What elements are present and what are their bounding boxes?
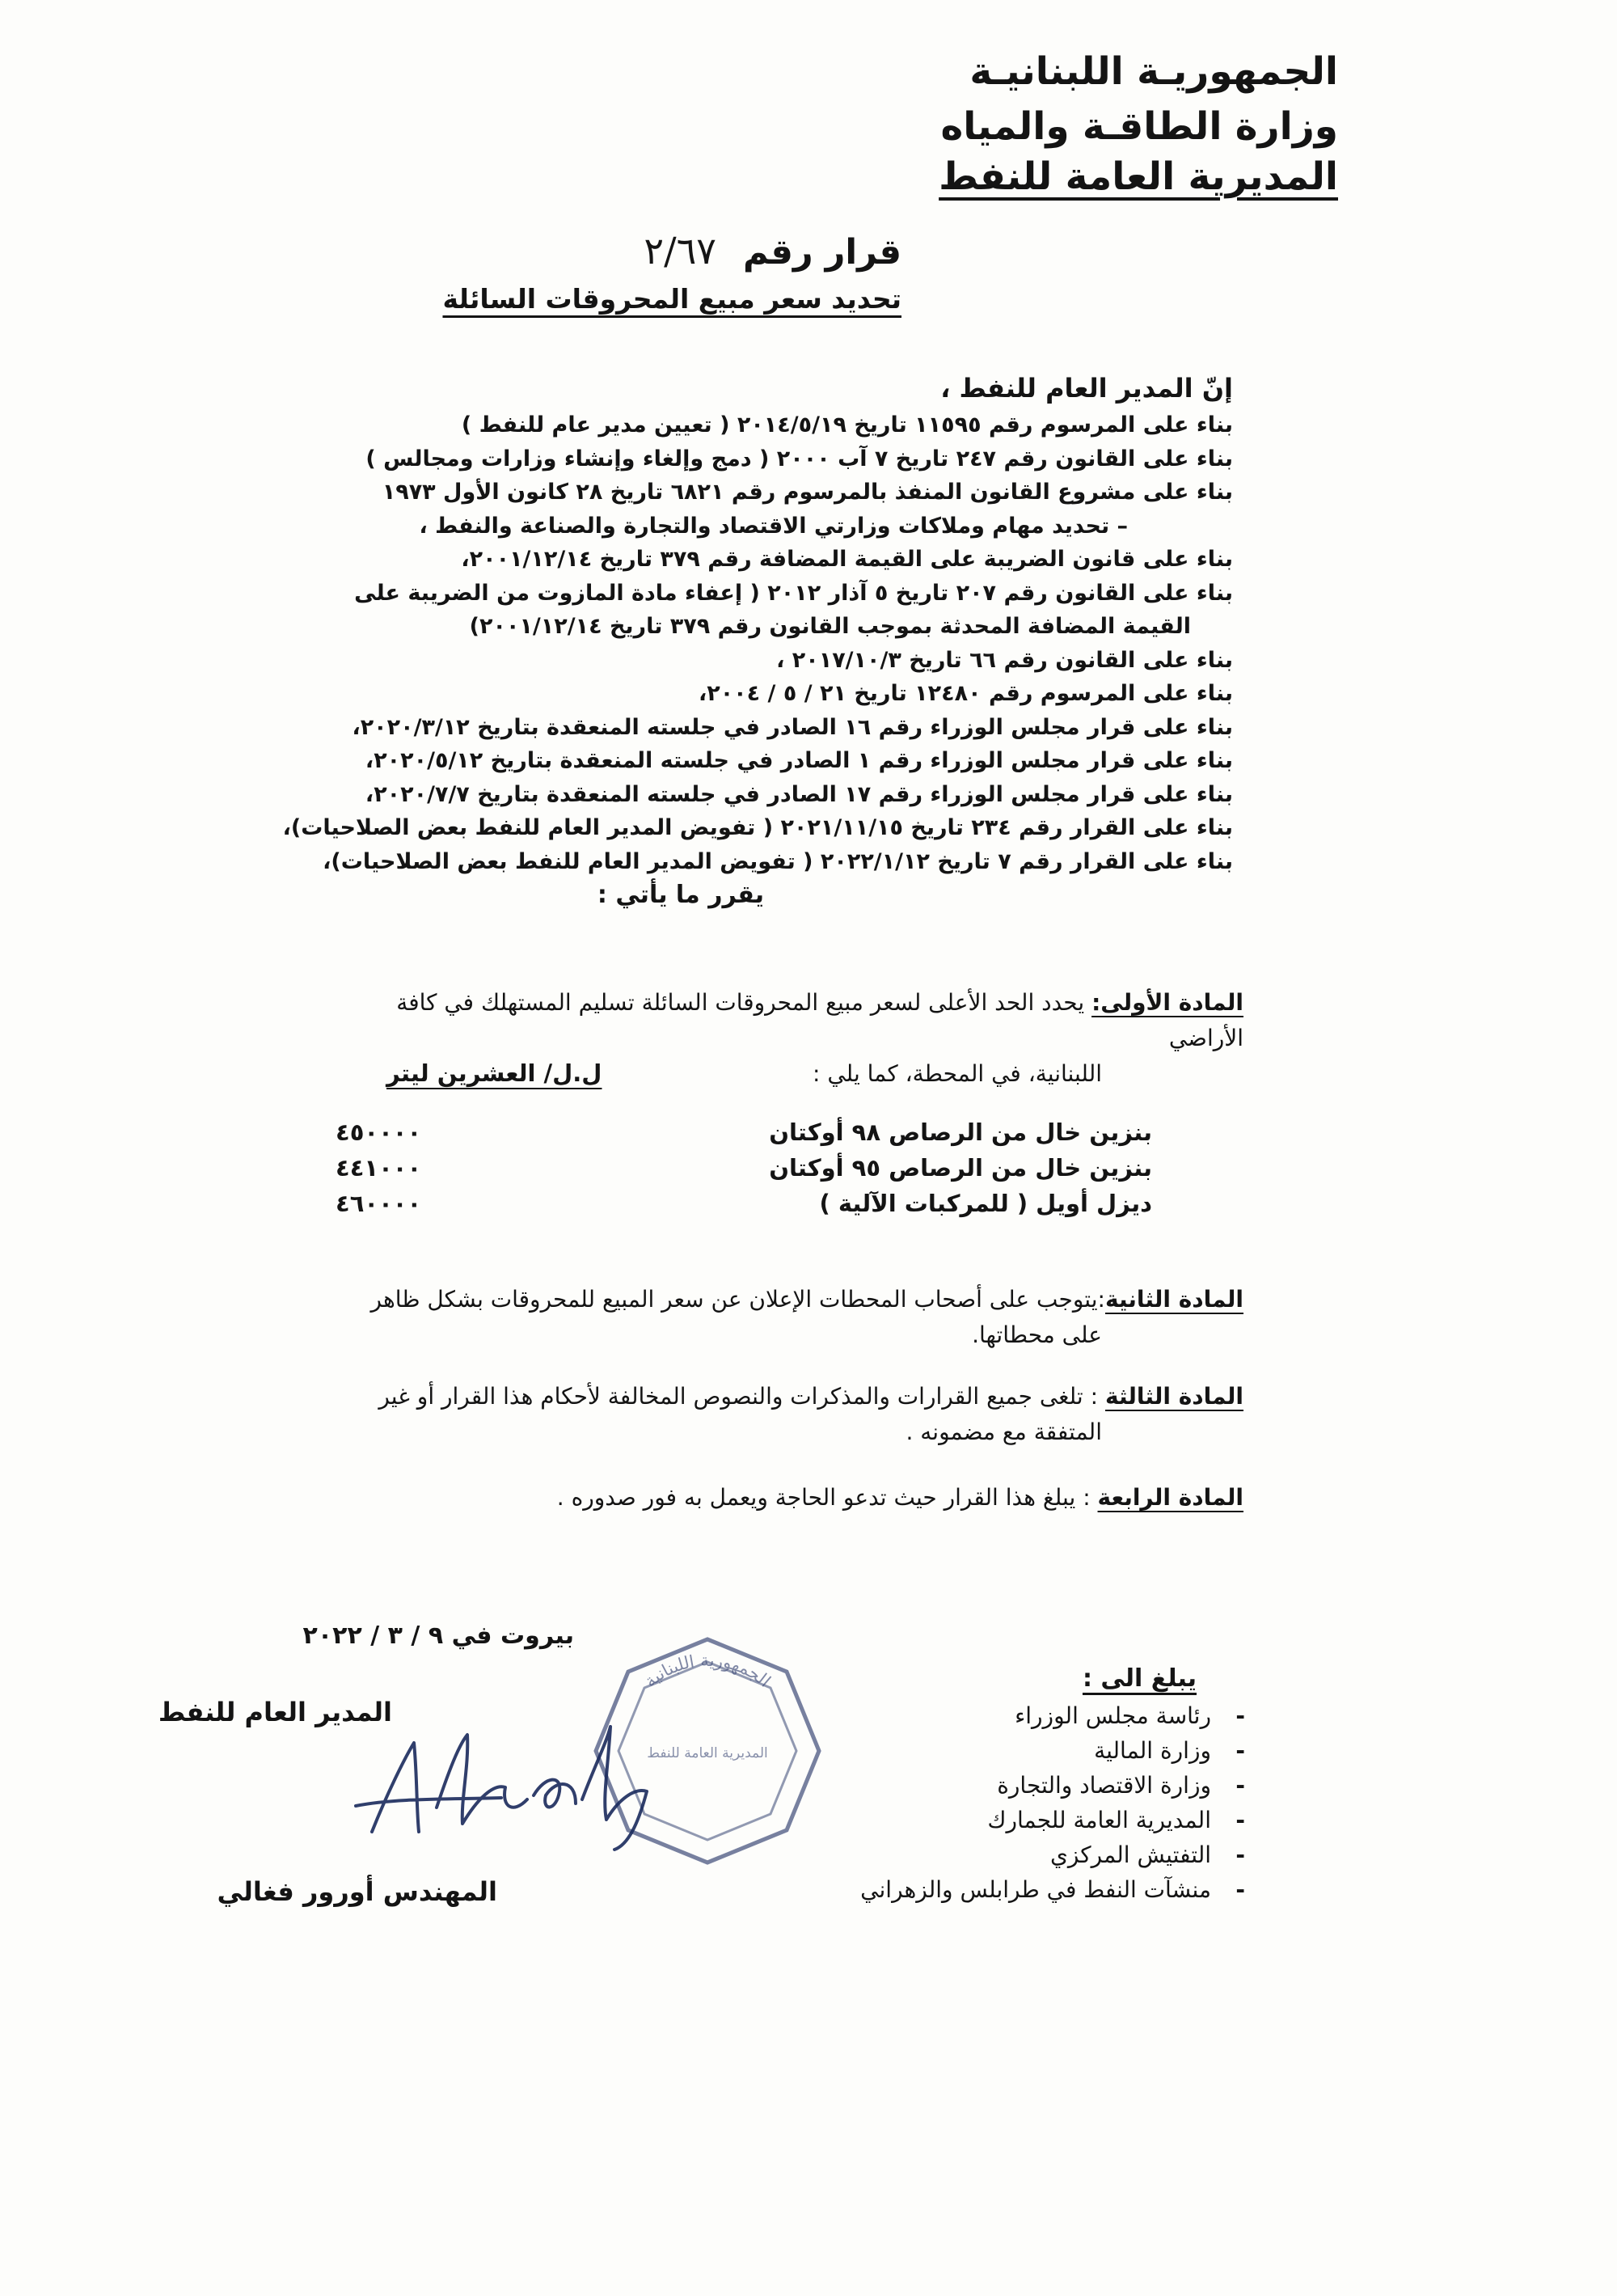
price-product: بنزين خال من الرصاص ٩٨ أوكتان <box>769 1118 1152 1146</box>
price-row <box>336 1186 1152 1221</box>
article-heading: المادة الثالثة <box>1104 1383 1243 1410</box>
place-date: بيروت في ٩ / ٣ / ٢٠٢٢ <box>302 1622 574 1650</box>
article-text: : تلغى جميع القرارات والمذكرات والنصوص المخالفة لأحكام هذا القرار أو غير <box>378 1383 1105 1410</box>
bullet-dash: - <box>1235 1807 1245 1833</box>
decision-title <box>644 229 901 274</box>
distribution-item <box>841 1733 1245 1768</box>
preamble-opening: إنّ المدير العام للنفط ، <box>940 373 1233 404</box>
article-heading: المادة الثانية <box>1104 1286 1243 1313</box>
distribution-recipient: التفتيش المركزي <box>1049 1841 1211 1868</box>
preamble-item: – تحديد مهام وملاكات وزارتي الاقتصاد والتجارة والصناعة والنفط ، <box>419 513 1128 539</box>
preamble-item: بناء على قانون الضريبة على القيمة المضافة رقم ٣٧٩ تاريخ ٢٠٠١/١٢/١٤، <box>461 547 1233 572</box>
distribution-item <box>841 1768 1245 1803</box>
letterhead-republic: الجمهوريـة اللبنانيـة <box>969 49 1338 94</box>
price-value: ٤٦٠٠٠٠ <box>336 1190 422 1217</box>
article-text: : يبلغ هذا القرار حيث تدعو الحاجة ويعمل به فور صدوره . <box>556 1484 1098 1511</box>
preamble-item: بناء على قرار مجلس الوزراء رقم ١ الصادر في جلسته المنعقدة بتاريخ ٢٠٢٠/٥/١٢، <box>365 748 1233 773</box>
preamble-item: القيمة المضافة المحدثة بموجب القانون رقم ٣٧٩ تاريخ ٢٠٠١/١٢/١٤) <box>469 614 1191 639</box>
price-value: ٤٤١٠٠٠ <box>336 1154 422 1182</box>
article-text: يحدد الحد الأعلى لسعر مبيع المحروقات السائلة تسليم المستهلك في كافة الأراضي <box>396 989 1243 1051</box>
distribution-recipient: وزارة الاقتصاد والتجارة <box>997 1772 1211 1799</box>
price-row <box>336 1150 1152 1186</box>
article-3 <box>338 1379 1243 1450</box>
decides-heading: يقرر ما يأتي : <box>597 881 764 909</box>
price-row <box>336 1114 1152 1150</box>
article-heading: المادة الرابعة <box>1097 1484 1243 1511</box>
distribution-recipient: رئاسة مجلس الوزراء <box>1015 1702 1211 1729</box>
article-continuation: المتفقة مع مضمونه . <box>906 1419 1102 1445</box>
preamble-item: بناء على القانون رقم ٢٤٧ تاريخ ٧ آب ٢٠٠٠ ( دمج وإلغاء وإنشاء وزارات ومجالس ) <box>365 446 1233 471</box>
signer-name: المهندس أورور فغالي <box>217 1876 497 1907</box>
bullet-dash: - <box>1235 1772 1245 1799</box>
preamble-item: بناء على القانون رقم ٢٠٧ تاريخ ٥ آذار ٢٠١٢ ( إعفاء مادة المازوت من الضريبة على <box>354 580 1233 606</box>
handwritten-signature <box>340 1710 679 1856</box>
decision-number: ٢/٦٧ <box>644 229 717 273</box>
distribution-list <box>841 1698 1245 1907</box>
price-unit-label: ل.ل/ العشرين ليتر <box>386 1059 602 1087</box>
distribution-heading: يبلغ الى : <box>1082 1664 1197 1693</box>
distribution-recipient: وزارة المالية <box>1094 1737 1211 1764</box>
article-4 <box>338 1480 1243 1516</box>
bullet-dash: - <box>1235 1841 1245 1868</box>
stamp-outer-text: الجمهورية اللبنانية <box>640 1650 775 1691</box>
price-product: ديزل أويل ( للمركبات الآلية ) <box>819 1190 1152 1217</box>
preamble-item: بناء على مشروع القانون المنفذ بالمرسوم رقم ٦٨٢١ تاريخ ٢٨ كانون الأول ١٩٧٣ <box>382 480 1233 505</box>
preamble-item: بناء على المرسوم رقم ١١٥٩٥ تاريخ ٢٠١٤/٥/١٩ ( تعيين مدير عام للنفط ) <box>461 412 1233 438</box>
bullet-dash: - <box>1235 1702 1245 1729</box>
price-product: بنزين خال من الرصاص ٩٥ أوكتان <box>769 1154 1152 1182</box>
article-continuation: اللبنانية، في المحطة، كما يلي : <box>813 1060 1102 1087</box>
preamble-item: بناء على قرار مجلس الوزراء رقم ١٦ الصادر في جلسته المنعقدة بتاريخ ٢٠٢٠/٣/١٢، <box>352 714 1233 740</box>
bullet-dash: - <box>1235 1876 1245 1903</box>
preamble-item: بناء على قرار مجلس الوزراء رقم ١٧ الصادر في جلسته المنعقدة بتاريخ ٢٠٢٠/٧/٧، <box>365 781 1233 807</box>
distribution-recipient: منشآت النفط في طرابلس والزهراني <box>860 1876 1211 1903</box>
preamble-item: بناء على المرسوم رقم ١٢٤٨٠ تاريخ ٢١ / ٥ / ٢٠٠٤، <box>698 681 1233 706</box>
preamble <box>282 368 1233 912</box>
distribution-item <box>841 1698 1245 1733</box>
price-value: ٤٥٠٠٠٠ <box>336 1118 422 1146</box>
article-continuation: على محطاتها. <box>972 1321 1102 1348</box>
distribution-item <box>841 1837 1245 1872</box>
distribution-recipient: المديرية العامة للجمارك <box>987 1807 1211 1833</box>
preamble-item: بناء على القانون رقم ٦٦ تاريخ ٢٠١٧/١٠/٣ ، <box>776 647 1233 673</box>
decision-label: قرار رقم <box>743 232 901 273</box>
stamp-inner-text: المديرية العامة للنفط <box>647 1745 768 1761</box>
decision-subject: تحديد سعر مبيع المحروقات السائلة <box>442 283 901 315</box>
letterhead-ministry: وزارة الطاقـة والمياه <box>940 104 1338 149</box>
preamble-item: بناء على القرار رقم ٧ تاريخ ٢٠٢٢/١/١٢ ( تفويض المدير العام للنفط بعض الصلاحيات)، <box>323 848 1233 874</box>
article-heading: المادة الأولى: <box>1091 989 1243 1016</box>
signer-title: المدير العام للنفط <box>158 1697 392 1727</box>
article-2 <box>338 1282 1243 1353</box>
bullet-dash: - <box>1235 1737 1245 1764</box>
price-list <box>336 1114 1152 1221</box>
distribution-item <box>841 1803 1245 1837</box>
article-text: :يتوجب على أصحاب المحطات الإعلان عن سعر المبيع للمحروقات بشكل ظاهر <box>370 1286 1105 1313</box>
distribution-item <box>841 1872 1245 1907</box>
letterhead-directorate: المديرية العامة للنفط <box>939 154 1338 199</box>
preamble-item: بناء على القرار رقم ٢٣٤ تاريخ ٢٠٢١/١١/١٥ ( تفويض المدير العام للنفط بعض الصلاحيات)، <box>282 815 1233 840</box>
